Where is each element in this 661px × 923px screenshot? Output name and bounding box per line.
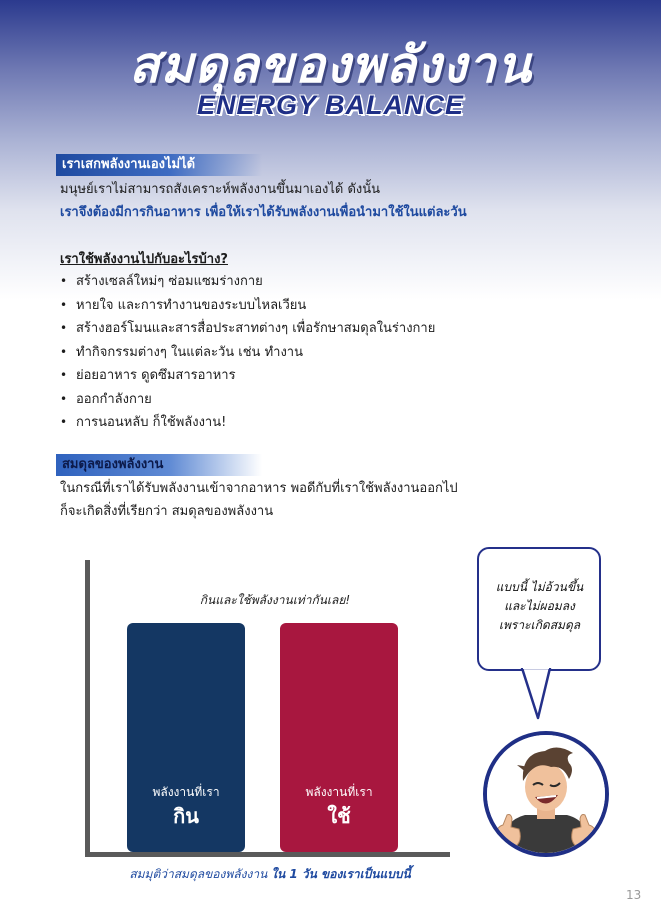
- illustration-bottom-caption: [0, 865, 540, 884]
- bar-energy-eaten: [127, 623, 245, 852]
- list-item-text: ทำกิจกรรมต่างๆ ในแต่ละวัน เช่น ทำงาน: [76, 344, 303, 360]
- speech-line3: เพราะเกิดสมดุล: [498, 618, 581, 632]
- page-title: สมดุลของพลังงาน: [129, 36, 532, 94]
- list-item-text: สร้างเซลล์ใหม่ๆ ซ่อมแซมร่างกาย: [76, 274, 263, 289]
- section3-text-line1: ในกรณีที่เราได้รับพลังงานเข้าจากอาหาร พอดีกับที่เราใช้พลังงานออกไป: [60, 481, 458, 496]
- speech-bubble-tail: [520, 668, 560, 720]
- character-avatar: [483, 731, 609, 857]
- section-label-cannot-create-energy: เราเสกพลังงานเองไม่ได้: [56, 154, 262, 176]
- page-subtitle: ENERGY BALANCE: [196, 90, 465, 120]
- illustration-x-axis: [85, 852, 450, 857]
- page-number: 13: [626, 888, 642, 902]
- list-item: [60, 317, 435, 341]
- list-item-text: ออกกำลังกาย: [76, 391, 152, 407]
- bar-label-line1: พลังงานที่เรา: [152, 785, 220, 799]
- energy-use-heading: เราใช้พลังงานไปกับอะไรบ้าง?: [60, 252, 228, 267]
- section3-text-line2: ก็จะเกิดสิ่งที่เรียกว่า สมดุลของพลังงาน: [60, 504, 274, 519]
- list-item-text: หายใจ และการทำงานของระบบไหลเวียน: [76, 297, 307, 313]
- bullet-icon: •: [60, 415, 68, 429]
- list-item: [60, 341, 435, 365]
- bullet-icon: •: [60, 368, 68, 382]
- list-item: [60, 270, 435, 294]
- list-item-text: ย่อยอาหาร ดูดซึมสารอาหาร: [76, 368, 236, 383]
- list-item: [60, 388, 435, 412]
- list-item: [60, 411, 435, 435]
- illustration-y-axis: [85, 560, 90, 856]
- bottom-caption-part2: ใน 1 วัน ของเราเป็นแบบนี้: [271, 867, 411, 881]
- bullet-icon: •: [60, 344, 68, 359]
- speech-bubble-text: [477, 578, 602, 635]
- bar-label-line2: ใช้: [327, 804, 351, 828]
- illustration-caption: กินและใช้พลังงานเท่ากันเลย!: [199, 593, 351, 607]
- list-item: [60, 294, 435, 318]
- bullet-icon: •: [60, 391, 68, 406]
- bar-label-line1: พลังงานที่เรา: [305, 785, 373, 799]
- energy-use-list: [60, 270, 435, 435]
- list-item: [60, 364, 435, 388]
- list-item-text: การนอนหลับ ก็ใช้พลังงาน!: [76, 415, 227, 430]
- section1-text-line1: มนุษย์เราไม่สามารถสังเคราะห์พลังงานขึ้นมาเองได้ ดังนั้น: [60, 182, 381, 197]
- thumbs-up-man-icon: [487, 735, 605, 853]
- bullet-icon: •: [60, 321, 68, 335]
- bar-energy-used: [280, 623, 398, 852]
- speech-line1: แบบนี้ ไม่อ้วนขึ้น: [495, 580, 584, 594]
- speech-line2: และไม่ผอมลง: [504, 599, 575, 613]
- bottom-caption-part1: สมมุติว่าสมดุลของพลังงาน: [129, 867, 268, 881]
- section-label-energy-balance: สมดุลของพลังงาน: [56, 454, 262, 476]
- list-item-text: สร้างฮอร์โมนและสารสื่อประสาทต่างๆ เพื่อรักษาสมดุลในร่างกาย: [76, 321, 436, 336]
- bullet-icon: •: [60, 297, 68, 312]
- bullet-icon: •: [60, 274, 68, 288]
- section1-text-line2: เราจึงต้องมีการกินอาหาร เพื่อให้เราได้รับพลังงานเพื่อนำมาใช้ในแต่ละวัน: [60, 205, 467, 220]
- bar-label-line2: กิน: [173, 804, 199, 828]
